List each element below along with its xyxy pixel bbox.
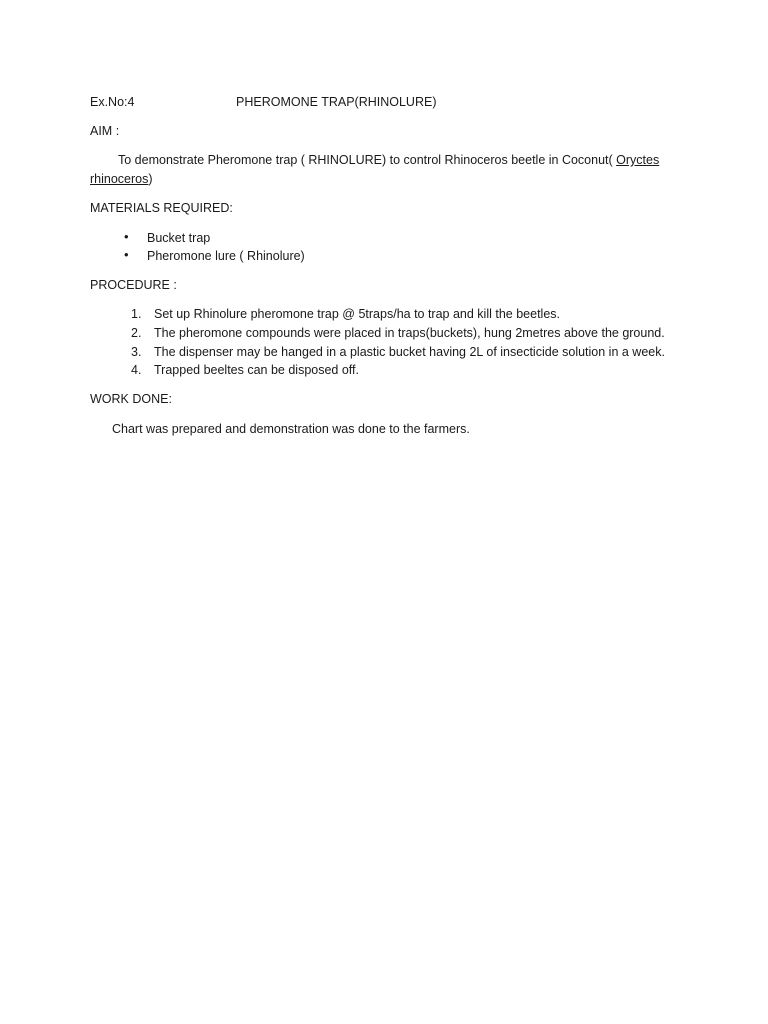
scientific-name-genus: Oryctes [616,153,660,167]
step-number: 4. [131,363,142,377]
procedure-step: The dispenser may be hanged in a plastic bucket having 2L of insecticide solution in a week. [154,345,665,359]
aim-heading: AIM : [90,124,120,138]
procedure-step: Set up Rhinolure pheromone trap @ 5traps/ha to trap and kill the beetles. [154,307,560,321]
work-done-text: Chart was prepared and demonstration was done to the farmers. [112,422,470,436]
procedure-heading: PROCEDURE : [90,278,177,292]
exercise-number: Ex.No:4 [90,95,135,109]
step-number: 2. [131,326,142,340]
aim-text-line1 [118,151,659,169]
procedure-step: Trapped beeltes can be disposed off. [154,363,360,377]
procedure-step: The pheromone compounds were placed in traps(buckets), hung 2metres above the ground. [154,326,665,340]
scientific-name-species: rhinoceros [90,172,149,186]
step-number: 3. [131,345,142,359]
materials-heading: MATERIALS REQUIRED: [90,201,233,215]
aim-close-paren: ) [148,172,153,186]
document-title: PHEROMONE TRAP(RHINOLURE) [236,95,437,109]
bullet-icon: • [124,247,129,262]
list-item: Bucket trap [147,231,211,245]
step-number: 1. [131,307,142,321]
aim-text: To demonstrate Pheromone trap ( RHINOLURE) to control Rhinoceros beetle in Coconut( [118,153,613,167]
aim-text-line2 [90,170,153,188]
list-item: Pheromone lure ( Rhinolure) [147,249,305,263]
bullet-icon: • [124,229,129,244]
work-done-heading: WORK DONE: [90,392,172,406]
